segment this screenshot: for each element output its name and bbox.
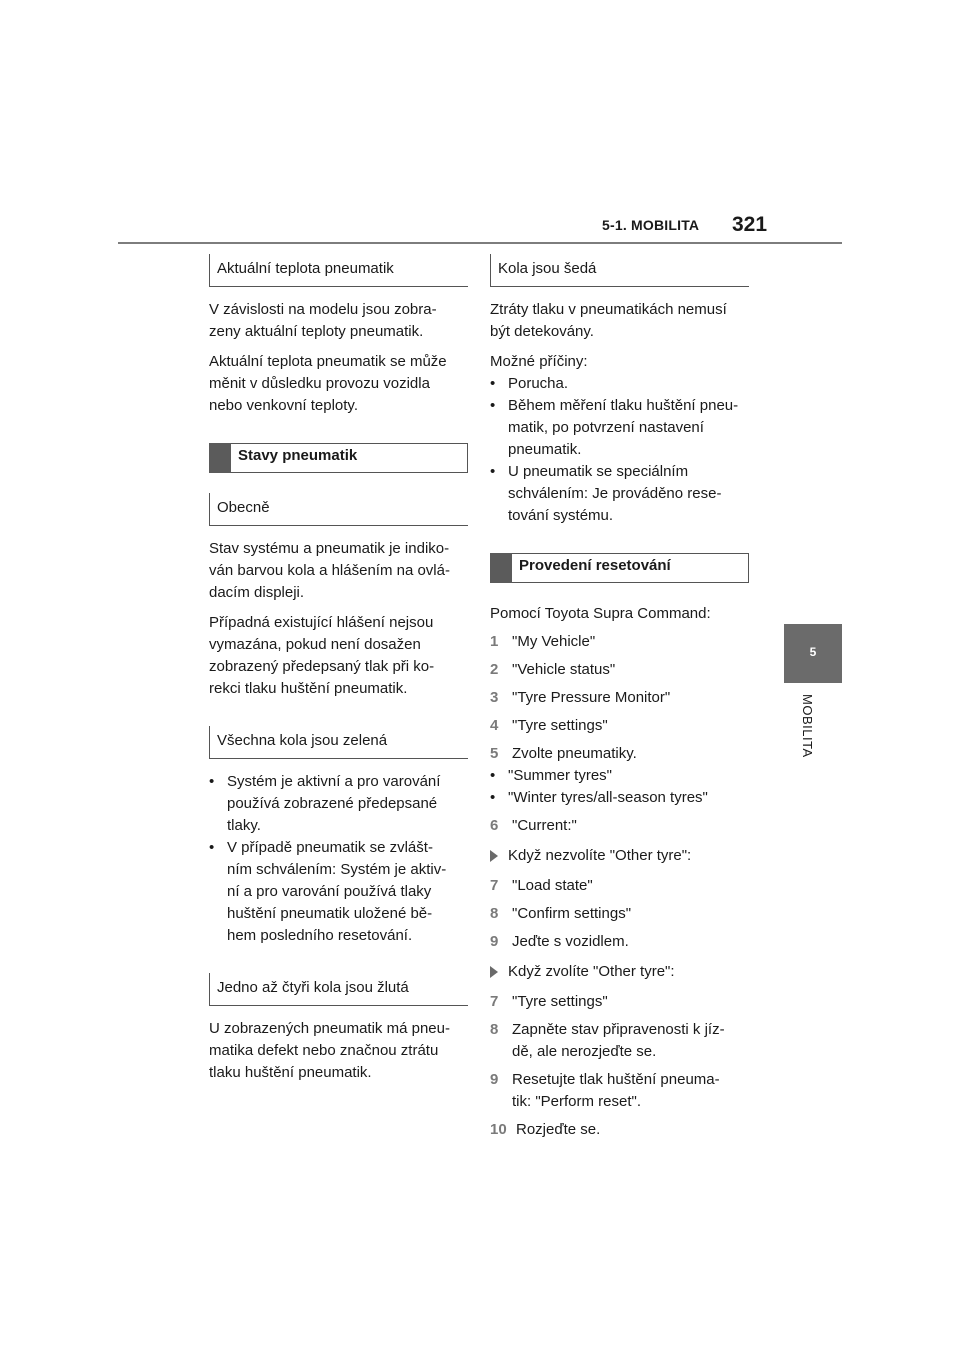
step-number: 7	[490, 877, 499, 894]
subheading-grey-wheels: Kola jsou šedá	[490, 254, 749, 287]
text-line: matika defekt nebo značnou ztrátu	[209, 1042, 439, 1059]
step-text: Rozjeďte se.	[516, 1121, 601, 1138]
step-number: 4	[490, 717, 499, 734]
step-text: "Current:"	[512, 817, 577, 834]
section-heading-tyre-states: Stavy pneumatik	[209, 443, 468, 473]
step-text: "Tyre Pressure Monitor"	[512, 689, 671, 706]
step-4	[490, 715, 749, 737]
text-line: V případě pneumatik se zvlášt-	[227, 839, 433, 856]
step-10b	[490, 1119, 749, 1141]
step-text: "My Vehicle"	[512, 633, 596, 650]
text-line: Resetujte tlak huštění pneuma-	[512, 1071, 720, 1088]
step-9b	[490, 1069, 749, 1113]
step-number: 7	[490, 993, 499, 1010]
text-line: rekci tlaku huštění pneumatik.	[209, 680, 408, 697]
list-item	[490, 765, 749, 787]
text-line: tik: "Perform reset".	[512, 1093, 642, 1110]
causes-title: Možné příčiny:	[490, 353, 588, 370]
step-number: 1	[490, 633, 499, 650]
tyre-options-list	[490, 765, 749, 809]
step-6	[490, 815, 749, 837]
list-item	[490, 395, 749, 461]
text-line: Systém je aktivní a pro varování	[227, 773, 441, 790]
paragraph-temperature-change	[209, 351, 468, 417]
step-2	[490, 659, 749, 681]
condition-text: Když nezvolíte "Other tyre":	[508, 847, 692, 864]
text-line: U zobrazených pneumatik má pneu-	[209, 1020, 450, 1037]
text-line: být detekovány.	[490, 323, 594, 340]
bullet-list-green	[209, 771, 468, 947]
paragraph-pressure-loss	[490, 299, 749, 343]
list-item	[209, 771, 468, 837]
step-number: 10	[490, 1121, 507, 1138]
step-text	[512, 1069, 720, 1113]
step-text: "Vehicle status"	[512, 661, 616, 678]
condition-other-tyre	[490, 961, 749, 985]
paragraph-status-indication	[209, 538, 468, 604]
section-header: 5-1. MOBILITA	[602, 217, 700, 233]
text-line: huštění pneumatik uložené bě-	[227, 905, 433, 922]
text-line: zobrazený předepsaný tlak při ko-	[209, 658, 435, 675]
text-line: Stav systému a pneumatik je indiko-	[209, 540, 450, 557]
text-line: používá zobrazené předepsané	[227, 795, 438, 812]
step-number: 9	[490, 1071, 499, 1088]
step-1	[490, 631, 749, 653]
text-line: schválením: Je prováděno rese-	[508, 485, 722, 502]
step-9a	[490, 931, 749, 953]
text-line: Ztráty tlaku v pneumatikách nemusí	[490, 301, 727, 318]
text-line: Během měření tlaku huštění pneu-	[508, 397, 739, 414]
text-line: Zapněte stav připravenosti k jíz-	[512, 1021, 725, 1038]
text-line: "Summer tyres"	[508, 767, 612, 784]
text-line: tlaku huštění pneumatik.	[209, 1064, 372, 1081]
step-number: 3	[490, 689, 499, 706]
chapter-label: MOBILITA	[800, 694, 815, 758]
step-7a	[490, 875, 749, 897]
step-7b	[490, 991, 749, 1013]
step-number: 8	[490, 1021, 499, 1038]
text-line: pneumatik.	[508, 441, 582, 458]
arrow-right-icon	[490, 961, 508, 985]
text-line: Aktuální teplota pneumatik se může	[209, 353, 447, 370]
step-5	[490, 743, 749, 765]
paragraph-messages	[209, 612, 468, 700]
step-number: 8	[490, 905, 499, 922]
step-text: "Load state"	[512, 877, 593, 894]
section-heading-reset: Provedení resetování	[490, 553, 749, 583]
text-line: V závislosti na modelu jsou zobra-	[209, 301, 437, 318]
left-column	[209, 254, 468, 1084]
subheading-yellow: Jedno až čtyři kola jsou žlutá	[209, 973, 468, 1006]
text-line: U pneumatik se speciálním	[508, 463, 689, 480]
text-line: nebo venkovní teploty.	[209, 397, 358, 414]
step-text: "Confirm settings"	[512, 905, 632, 922]
text-line: měnit v důsledku provozu vozidla	[209, 375, 430, 392]
step-text: "Tyre settings"	[512, 993, 608, 1010]
subheading-all-green: Všechna kola jsou zelená	[209, 726, 468, 759]
step-text: "Tyre settings"	[512, 717, 608, 734]
reset-intro: Pomocí Toyota Supra Command:	[490, 605, 711, 622]
text-line: ním schválením: Systém je aktiv-	[227, 861, 447, 878]
text-line: Porucha.	[508, 375, 569, 392]
list-item	[209, 837, 468, 947]
step-text: Zvolte pneumatiky.	[512, 745, 637, 762]
header-divider	[118, 242, 842, 244]
text-line: vymazána, pokud není dosažen	[209, 636, 421, 653]
arrow-right-icon	[490, 845, 508, 869]
right-column	[490, 254, 749, 1141]
text-line: tlaky.	[227, 817, 261, 834]
text-line: dě, ale nerozjeďte se.	[512, 1043, 657, 1060]
page-number: 321	[732, 213, 768, 236]
subheading-general: Obecně	[209, 493, 468, 526]
text-line: dacím displeji.	[209, 584, 305, 601]
step-3	[490, 687, 749, 709]
step-number: 6	[490, 817, 499, 834]
step-text: Jeďte s vozidlem.	[512, 933, 629, 950]
text-line: zeny aktuální teploty pneumatik.	[209, 323, 424, 340]
list-item	[490, 461, 749, 527]
text-line: ní a pro varování používá tlaky	[227, 883, 432, 900]
step-number: 5	[490, 745, 499, 762]
text-line: "Winter tyres/all-season tyres"	[508, 789, 708, 806]
subheading-current-temperature: Aktuální teplota pneumatik	[209, 254, 468, 287]
condition-not-other-tyre	[490, 845, 749, 869]
list-item	[490, 373, 749, 395]
text-line: hem posledního resetování.	[227, 927, 413, 944]
step-number: 9	[490, 933, 499, 950]
paragraph-temperature-display	[209, 299, 468, 343]
text-line: ván barvou kola a hlášením na ovlá-	[209, 562, 450, 579]
text-line: Případná existující hlášení nejsou	[209, 614, 434, 631]
condition-text: Když zvolíte "Other tyre":	[508, 963, 675, 980]
causes-list	[490, 373, 749, 527]
chapter-tab: 5	[784, 624, 842, 683]
step-8b	[490, 1019, 749, 1063]
text-line: matik, po potvrzení nastavení	[508, 419, 704, 436]
step-number: 2	[490, 661, 499, 678]
text-line: tování systému.	[508, 507, 614, 524]
paragraph-yellow-meaning	[209, 1018, 468, 1084]
list-item	[490, 787, 749, 809]
step-text	[512, 1019, 725, 1063]
step-8a	[490, 903, 749, 925]
